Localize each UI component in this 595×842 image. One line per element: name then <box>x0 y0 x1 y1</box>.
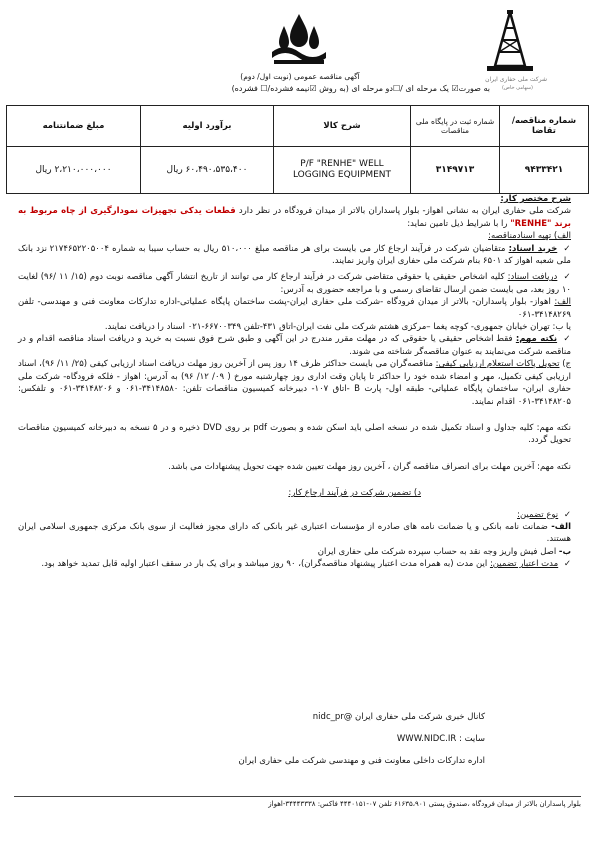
note-withdrawal-paragraph: نکته مهم: آخرین مهلت برای انصراف مناقصه گران ، آخرین روز مهلت تعیین شده جهت تحویل پیشنهادات می باشد. <box>168 461 571 472</box>
registration-number-cell: ۳۱۴۹۷۱۳ <box>411 147 500 194</box>
check-icon: ✓ <box>563 243 572 254</box>
address-a-paragraph: الف: اهواز- بلوار پاسداران- بالاتر از میدان فرودگاه -شرکت ملی حفاری ایران-پشت ساختمان پایگاه عملیاتی-اداره تدارکات معاونت فنی و مهندسی- تلفن ۳۴۱۴۸۲۶۹-۰۶۱ <box>18 297 571 320</box>
guarantee-validity-paragraph: ✓ مدت اعتبار تضمین: این مدت (به همراه مدت اعتبار پیشنهاد مناقصه‌گران)، ۹۰ روز میباشد و برای یک بار در سقف اعتبار اولیه قابل تمدید خواهد بود. <box>41 559 571 570</box>
department-name: اداره تدارکات داخلی معاونت فنی و مهندسی شرکت ملی حفاری ایران <box>238 756 485 766</box>
guarantee-option-be: ب- اصل فیش واریز وجه نقد به حساب سپرده شرکت ملی حفاری ایران <box>317 546 571 557</box>
address-b-paragraph: یا ب: تهران خیابان جمهوری- کوچه یغما –مرکزی هشتم شرکت ملی نفت ایران-اتاق ۴۳۱-تلفن ۶۶۷۰۰۳۴۹-۰۲۱ اسناد را دریافت نمایند. <box>104 322 571 333</box>
website-link[interactable]: سایت : WWW.NIDC.IR <box>396 734 485 744</box>
tender-number-cell: ۹۴۳۳۴۲۱ <box>500 147 589 194</box>
section-alef-title: الف) تهیه اسنادمناقصه: <box>488 231 571 242</box>
guarantee-option-alef: الف- ضمانت نامه بانکی و یا ضمانت نامه های صادره از مؤسسات اعتباری غیر بانکی که دارای مجوز فعالیت از سوی بانک مرکزی جمهوری اسلامی ایران هستند. <box>18 521 572 545</box>
guarantee-type-title: ✓ نوع تضمین: <box>517 509 571 520</box>
summary-highlight: قطعات یدکی تجهیزات نمودارگیری از چاه مربوط به برند "RENHE" <box>18 206 571 229</box>
header-guarantee: مبلغ ضمانتنامه <box>7 106 141 147</box>
section-jim-paragraph: ج) تحویل پاکات استعلام ارزیابی کیفی: مناقصه‌گران می بایست حداکثر ظرف ۱۴ روز پس از آخرین روز مهلت دریافت اسناد ارزیابی کیفی (۲۵/ ۱۱/ ۹۶)، اسناد ارزیابی کیفی تکمیل، مهر و امضاء شده خود را حداکثر تا پایان وقت اداری روز چهارشنبه مورخ ( ۰۹/ ۱۲/ ۹۶) به آدرس: اهواز - فلکه فرودگاه- شرکت ملی حفاری ایران- ساختمان پایگاه عملیاتی- طبقه اول- پارت B -اتاق ۱۰۷- دبیرخانه کمیسیون مناقصات تلفن: ۳۴۱۴۸۵۸۰-۰۶۱ و ۳۴۱۴۸۲۰۶-۰۶۱ و تلفکس: ۳۴۱۴۸۲۰۵-۰۶۱ اقدام نمایند. <box>18 359 572 407</box>
table-row <box>7 147 589 194</box>
news-channel-link[interactable]: کانال خبری شرکت ملی حفاری ایران @nidc_pr <box>312 712 485 722</box>
oil-emblem-icon <box>270 12 328 66</box>
footer-address: بلوار پاسداران بالاتر از میدان فرودگاه ،صندوق پستی ۶۱۶۳۵،۹۰۱ تلفن ۰۷-۴۴۴۰۱۵۱ فاکس: ۳۴۴۴۳۳۳۸-اهواز <box>268 800 581 808</box>
buy-documents-paragraph: ✓ خرید اسناد: متقاضیان شرکت در فرآیند ارجاع کار می بایست برای هر مناقصه مبلغ ۵۱۰،۰۰۰ ریال به حساب سیبا به شماره ۲۱۷۴۶۵۲۲۰۵۰۰۴ نزد بانک ملی شعبه اهواز کد ۶۵۰۱ بنام شرکت ملی حفاری ایران واریز نمایند. <box>18 243 572 267</box>
important-note-paragraph: ✓ نکته مهم: فقط اشخاص حقیقی یا حقوقی که در مهلت مقرر مندرج در این آگهی و طبق شرح فوق نسبت به خرید و دریافت اسناد مناقصه اقدام و در مناقصه شرکت می‌نمایند به عنوان مناقصه‌گر شناخته می شوند. <box>18 334 571 357</box>
header-estimate: برآورد اولیه <box>141 106 274 147</box>
announcement-body <box>18 193 571 571</box>
header-goods-description: شرح کالا <box>274 106 411 147</box>
summary-title: شرح مختصر کار: <box>500 194 571 204</box>
estimate-cell: ۶۰،۴۹۰،۵۳۵،۴۰۰ ریال <box>141 147 274 194</box>
header-registration-number: شماره ثبت در پایگاه ملی مناقصات <box>411 106 500 147</box>
check-icon: ✓ <box>563 559 571 570</box>
goods-description-cell: P/F "RENHE" WELL LOGGING EQUIPMENT <box>274 147 411 194</box>
summary-paragraph: شرکت ملی حفاری ایران به نشانی اهواز- بلوار پاسداران بالاتر از میدان فرودگاه در نظر دارد قطعات یدکی تجهیزات نمودارگیری از چاه مربوط به برند "RENHE" را با شرایط ذیل تامین نماید: <box>18 206 571 229</box>
note-dvd-paragraph: نکته مهم: کلیه جداول و اسناد تکمیل شده در نسخه اصلی باید اسکن شده و بصورت pdf بر روی DVD ذخیره و در ۵ نسخه به دبیرخانه کمیسیون مناقصات تحویل گردد. <box>18 422 571 446</box>
tender-method-options: به صورت☑ یک مرحله ای /☐دو مرحله ای (به روش ☑نیمه فشرده/☐ فشرده) <box>231 84 490 93</box>
receive-documents-paragraph: ✓ دریافت اسناد: کلیه اشخاص حقیقی یا حقوقی متقاضی شرکت در فرآیند ارجاع کار می توانند از تاریخ انتشار آگهی مناقصه نوبت دوم (۱۵/ ۱۱ /۹۶) لغایت ۱۰ روز بعد، می بایست ضمن ارسال تقاضای رسمی و با مراجعه حضوری به آدرس: <box>18 272 572 295</box>
announcement-title: آگهی مناقصه عمومی (نوبت اول/ دوم) <box>240 72 360 81</box>
drilling-rig-logo-icon <box>483 10 537 72</box>
section-dal-title: د) تضمین شرکت در فرآیند ارجاع کار: <box>288 488 421 499</box>
header-tender-number: شماره مناقصه/ تقاضا <box>500 106 589 147</box>
footer-divider <box>14 796 581 797</box>
check-icon: ✓ <box>563 509 571 520</box>
company-name-small: شرکت ملی حفاری ایران <box>485 76 547 83</box>
company-type-small: (سهامی خاص) <box>501 85 533 91</box>
letterhead <box>0 6 595 93</box>
check-icon: ✓ <box>563 272 572 283</box>
check-icon: ✓ <box>563 334 571 345</box>
tender-table <box>6 105 589 194</box>
contact-block <box>239 706 485 772</box>
table-header-row <box>7 106 589 147</box>
guarantee-cell: ۲،۲۱۰،۰۰۰،۰۰۰ ریال <box>7 147 141 194</box>
